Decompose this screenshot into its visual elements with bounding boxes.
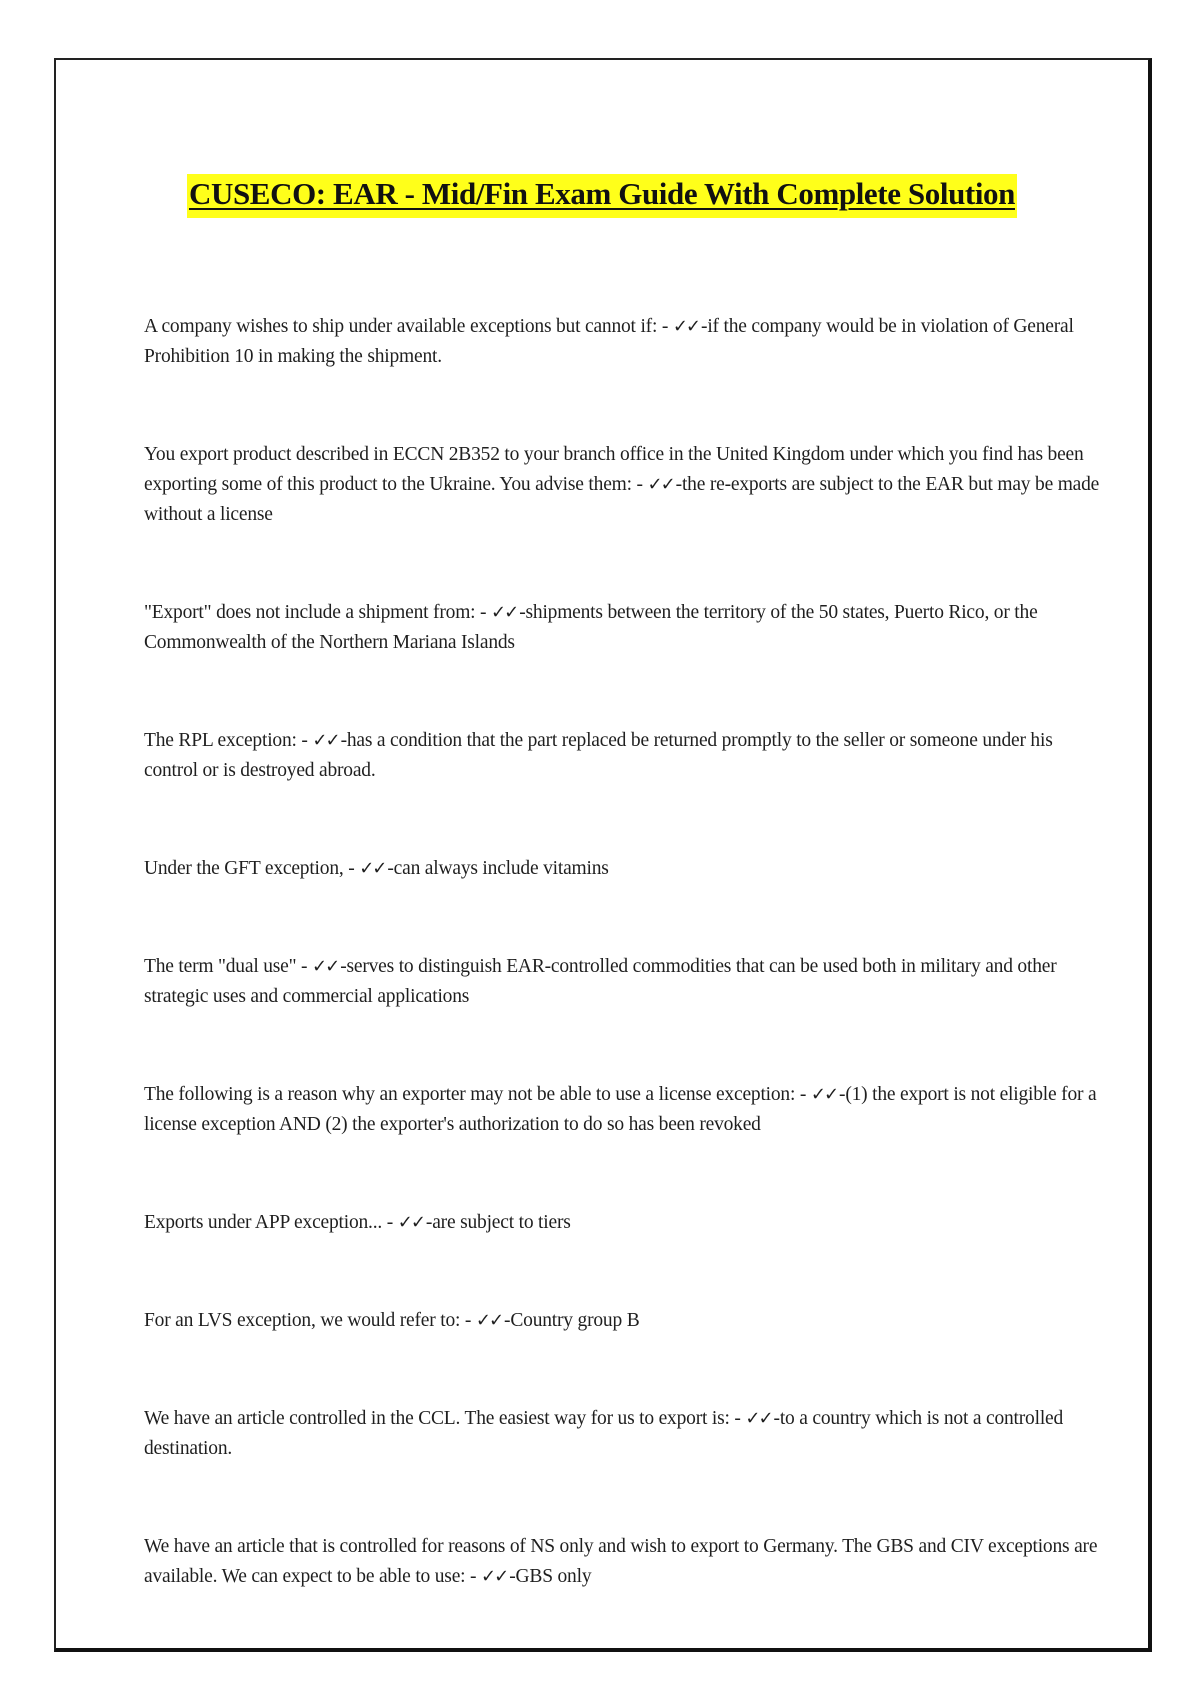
separator: - [729, 1408, 746, 1429]
double-check-icon: ✓✓ [647, 474, 674, 495]
separator: - [460, 1310, 476, 1331]
question-text: Exports under APP exception... [144, 1212, 383, 1233]
question-text: The following is a reason why an exporter may not be able to use a license exception: [144, 1084, 796, 1105]
separator: - [296, 956, 313, 977]
separator: - [340, 956, 347, 977]
answer-text: can always include vitamins [393, 858, 609, 879]
double-check-icon: ✓✓ [745, 1408, 772, 1429]
document-page [54, 58, 1152, 1652]
question-text: A company wishes to ship under available exceptions but cannot if: [144, 316, 658, 337]
separator: - [657, 316, 673, 337]
qa-item [144, 440, 1104, 530]
separator: - [475, 602, 492, 623]
separator: - [519, 602, 526, 623]
double-check-icon: ✓✓ [491, 602, 518, 623]
answer-text: shipments between the territory of the 50 states, Puerto Rico, or the Commonwealth of the Northern Mariana Islands [144, 602, 1038, 653]
qa-item [144, 312, 1104, 372]
double-check-icon: ✓✓ [312, 730, 339, 751]
question-text: We have an article that is controlled for reasons of NS only and wish to export to Germany. The GBS and CIV exceptions are available. We can expect to be able to use: [144, 1536, 1098, 1587]
question-text: "Export" does not include a shipment from: [144, 602, 476, 623]
separator: - [509, 1566, 516, 1587]
answer-text: Country group B [510, 1310, 640, 1331]
double-check-icon: ✓✓ [397, 1212, 424, 1233]
separator: - [340, 730, 347, 751]
qa-item [144, 1080, 1104, 1140]
separator: - [382, 1212, 398, 1233]
qa-item [144, 952, 1104, 1012]
answer-text: if the company would be in violation of General Prohibition 10 in making the shipment. [144, 316, 1074, 367]
separator: - [387, 858, 394, 879]
title-container [56, 174, 1148, 218]
separator: - [343, 858, 360, 879]
question-text: For an LVS exception, we would refer to: [144, 1310, 461, 1331]
separator: - [773, 1408, 780, 1429]
qa-item [144, 1404, 1104, 1464]
question-text: We have an article controlled in the CCL. The easiest way for us to export is: [144, 1408, 730, 1429]
answer-text: (1) the export is not eligible for a license exception AND (2) the exporter's authorization to do so has been revoked [144, 1084, 1097, 1135]
answer-text: to a country which is not a controlled destination. [144, 1408, 1064, 1459]
answer-text: serves to distinguish EAR-controlled commodities that can be used both in military and other strategic uses and commercial applications [144, 956, 1057, 1007]
double-check-icon: ✓✓ [672, 316, 700, 337]
question-text: The term "dual use" [144, 956, 297, 977]
separator: - [839, 1084, 846, 1105]
double-check-icon: ✓✓ [359, 858, 386, 879]
document-title: CUSECO: EAR - Mid/Fin Exam Guide With Complete Solution [187, 174, 1017, 218]
qa-item [144, 726, 1104, 786]
qa-item [144, 1208, 1104, 1238]
separator: - [675, 474, 682, 495]
qa-item [144, 1306, 1104, 1336]
double-check-icon: ✓✓ [475, 1310, 503, 1331]
qa-item [144, 1532, 1104, 1592]
qa-list [144, 312, 1104, 1660]
separator: - [465, 1566, 482, 1587]
double-check-icon: ✓✓ [312, 956, 339, 977]
separator: - [504, 1310, 511, 1331]
double-check-icon: ✓✓ [481, 1566, 508, 1587]
qa-item [144, 598, 1104, 658]
separator: - [631, 474, 648, 495]
double-check-icon: ✓✓ [810, 1084, 838, 1105]
separator: - [701, 316, 708, 337]
separator: - [425, 1212, 433, 1233]
qa-item [144, 854, 1104, 884]
answer-text: the re-exports are subject to the EAR but may be made without a license [144, 474, 1100, 525]
question-text: Under the GFT exception, [144, 858, 344, 879]
question-text: You export product described in ECCN 2B352 to your branch office in the United Kingdom under which you find has been exporting some of this product to the Ukraine. You advise them: [144, 444, 1084, 495]
answer-text: are subject to tiers [432, 1212, 571, 1233]
answer-text: GBS only [515, 1566, 592, 1587]
separator: - [296, 730, 313, 751]
separator: - [795, 1084, 811, 1105]
question-text: The RPL exception: [144, 730, 297, 751]
answer-text: has a condition that the part replaced be returned promptly to the seller or someone under his control or is destroyed abroad. [144, 730, 1053, 781]
